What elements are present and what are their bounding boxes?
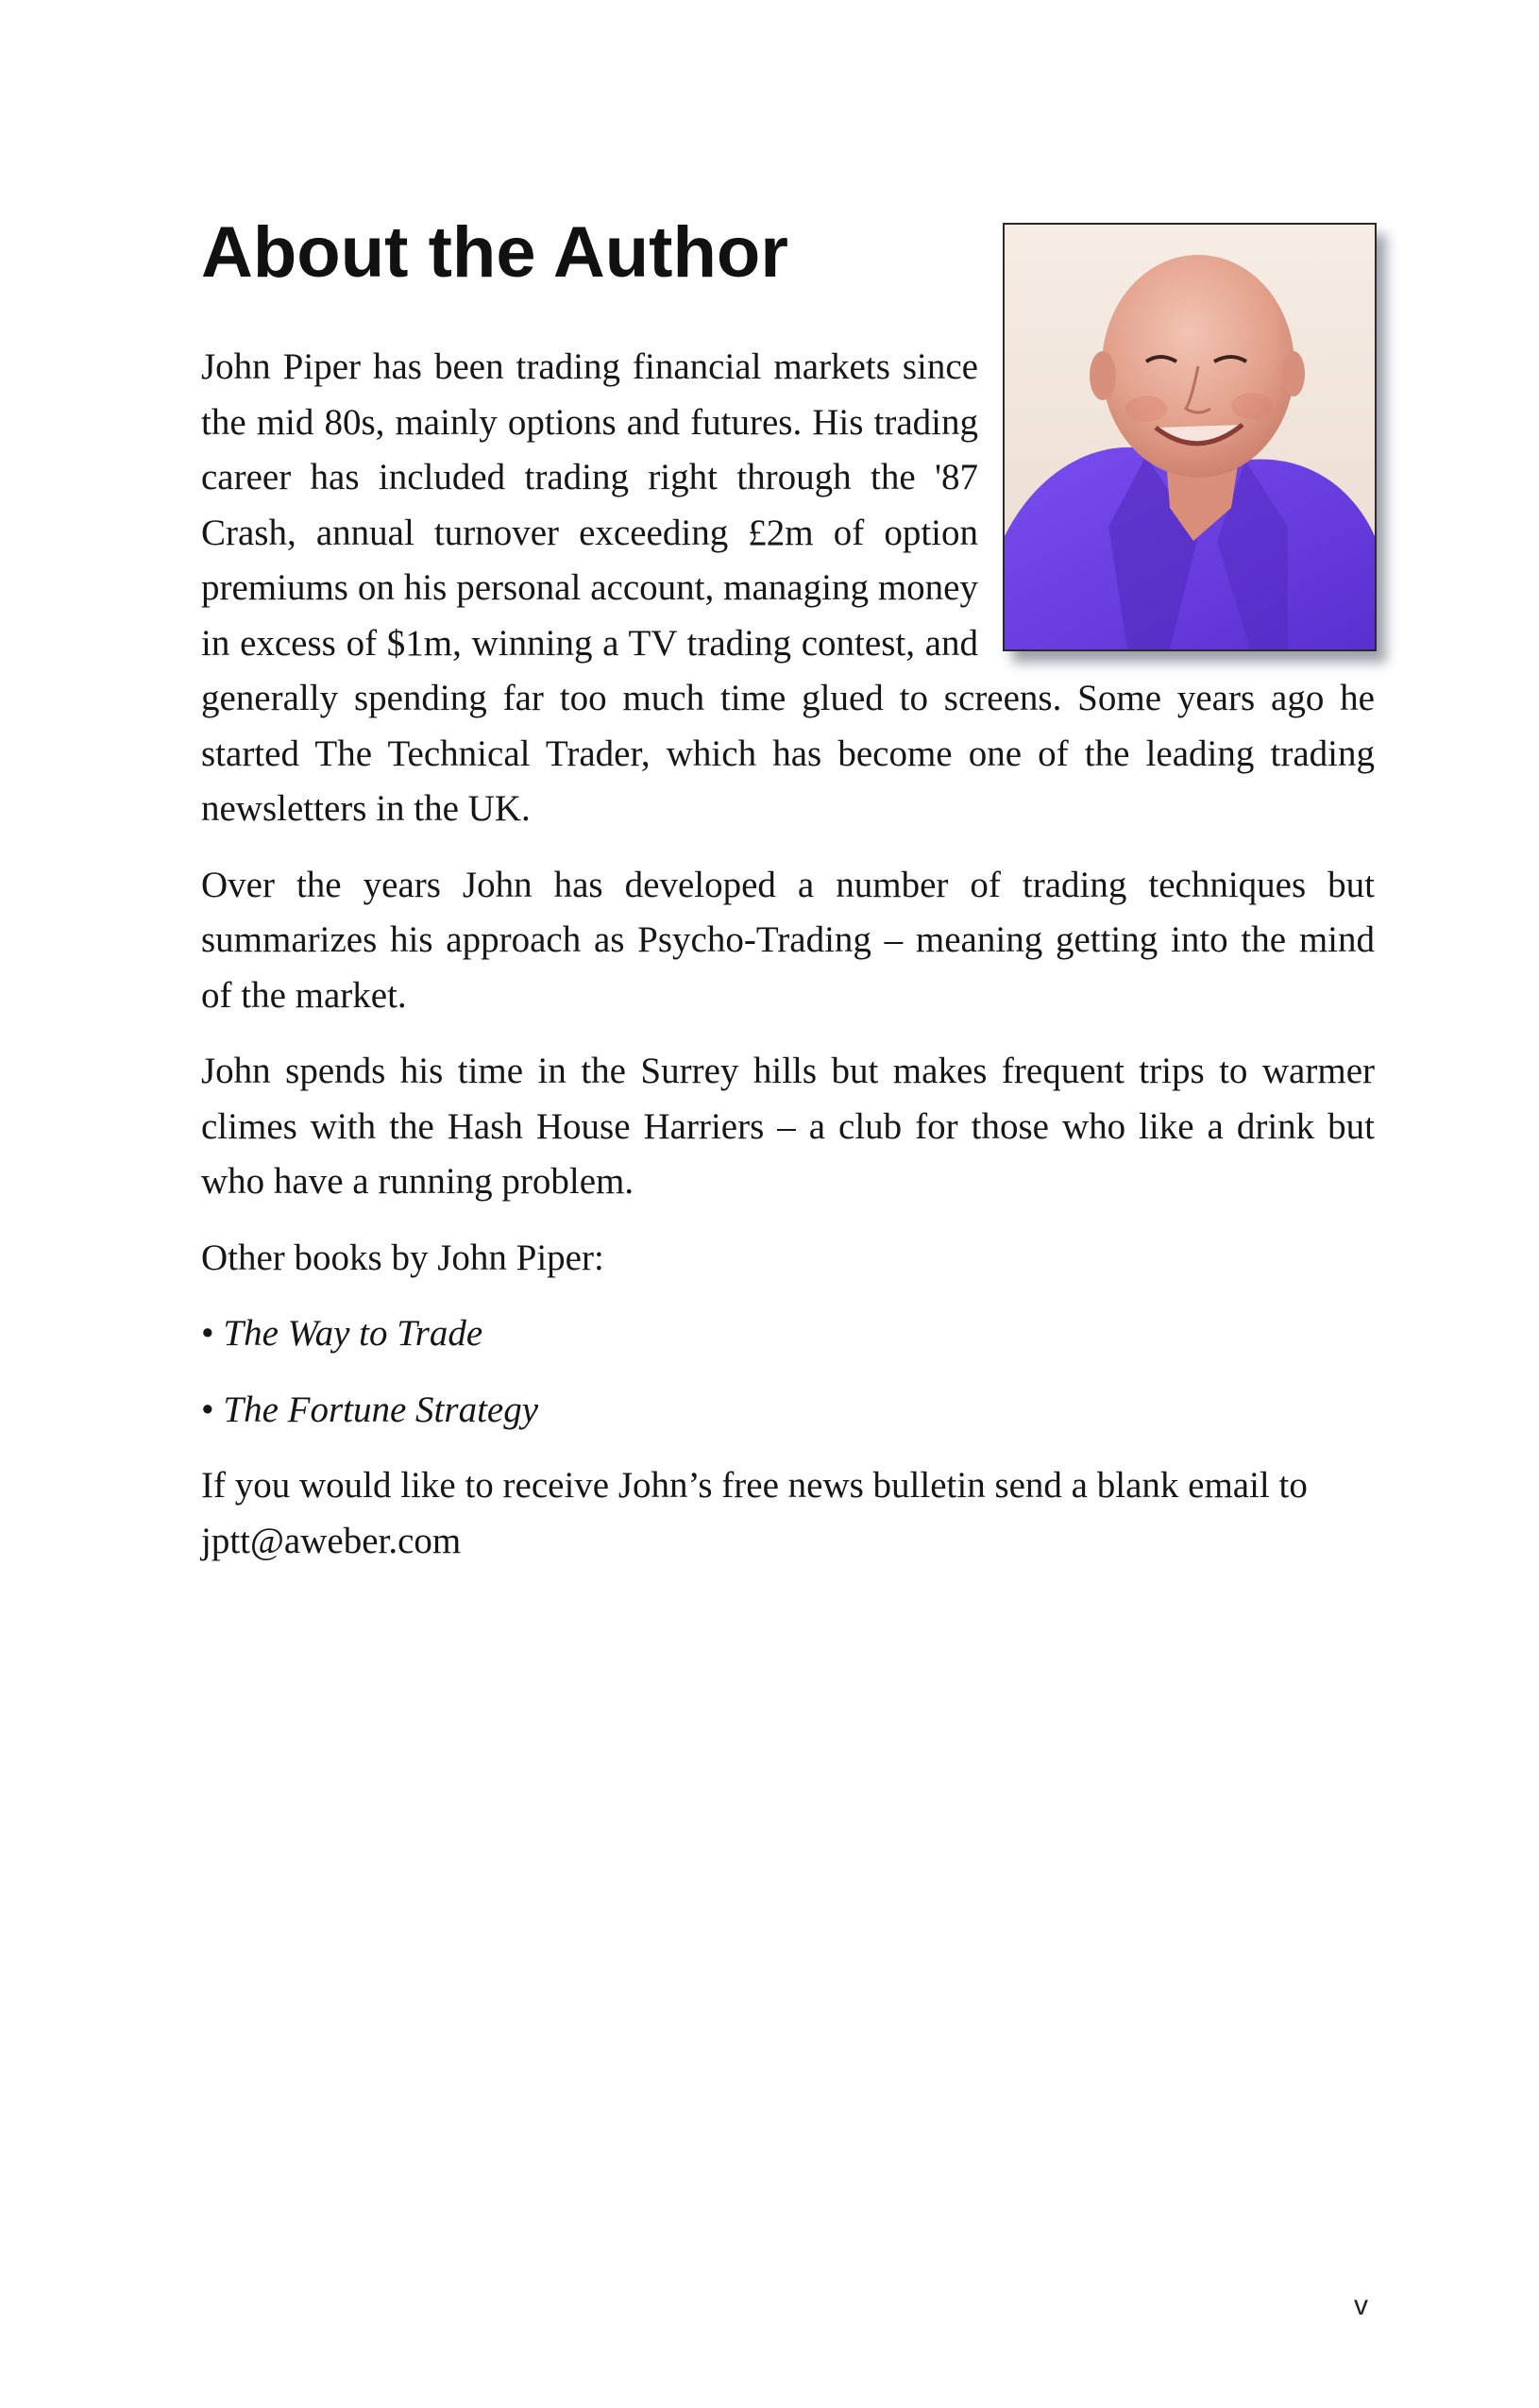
bulletin-text: If you would like to receive John’s free news bulletin send a blank email to xyxy=(201,1465,1308,1506)
book-title: The Fortune Strategy xyxy=(223,1389,539,1430)
book-list-item xyxy=(201,1383,1375,1439)
book-title: The Way to Trade xyxy=(223,1313,483,1354)
article-body xyxy=(201,340,1375,1590)
bio-paragraph-approach: Over the years John has developed a number of trading techniques but summarizes his approach as Psycho-Trading – meaning getting into the mind of the market. xyxy=(201,864,1375,1016)
bullet-glyph: • xyxy=(201,1313,214,1354)
page-title: About the Author xyxy=(201,212,788,293)
book-list-item xyxy=(201,1306,1375,1362)
bulletin-email-link[interactable]: jptt@aweber.com xyxy=(201,1520,462,1561)
bio-paragraph-career: John Piper has been trading financial markets since the mid 80s, mainly options and futures. His trading career has included trading right through the '87 Crash, annual turnover exceeding £2m of option premiums on his personal account, managing money in excess of $1m, winning a TV trading contest, and generally spending far too much time glued to screens. Some years ago he started The Technical Trader, which has become one of the leading trading newsletters in the UK. xyxy=(201,346,1375,829)
photo-wrap-spacer xyxy=(978,340,1375,661)
other-books-intro: Other books by John Piper: xyxy=(201,1237,604,1278)
page-number: v xyxy=(1354,2290,1368,2321)
bulletin-paragraph xyxy=(201,1458,1375,1569)
bullet-glyph: • xyxy=(201,1389,214,1430)
bio-paragraph-personal: John spends his time in the Surrey hills but makes frequent trips to warmer climes with the Hash House Harriers – a club for those who like a drink but who have a running problem. xyxy=(201,1051,1375,1202)
